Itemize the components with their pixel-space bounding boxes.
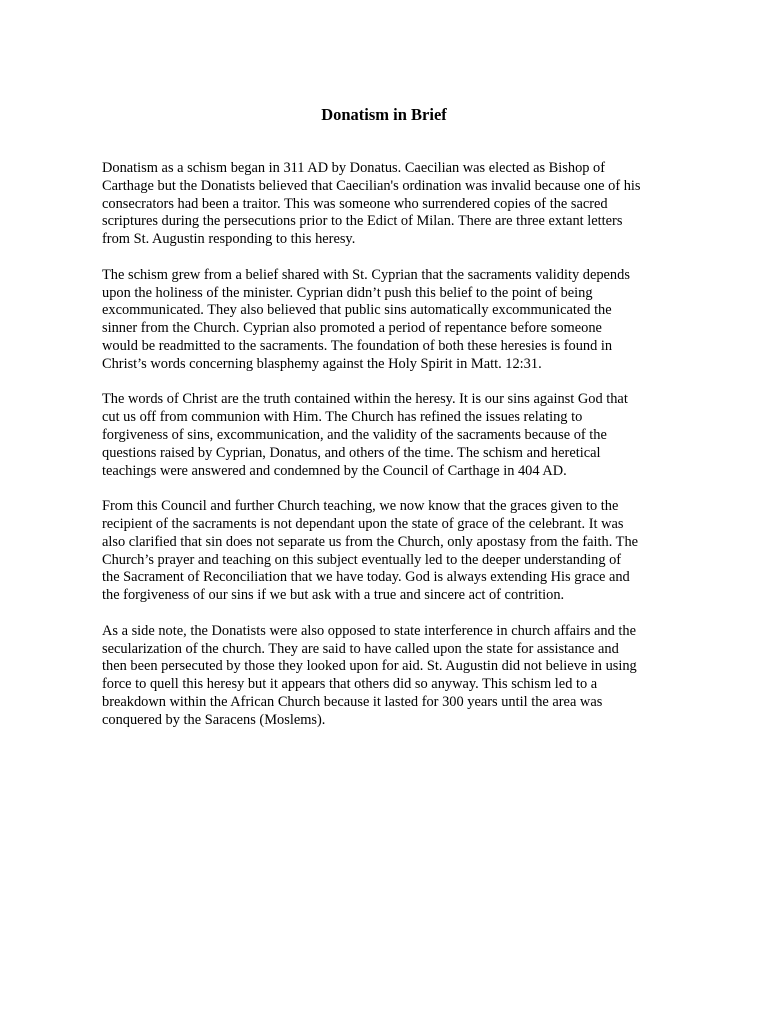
document-body [102, 160, 674, 747]
paragraph-origin: Donatism as a schism began in 311 AD by Donatus. Caecilian was elected as Bishop of Carthage but the Donatists believed that Caecilian's ordination was invalid because one of his consecrators had been a traitor. This was someone who surrendered copies of the sacred scriptures during the persecutions prior to the Edict of Milan. There are three extant letters from St. Augustin responding to this heresy. [102, 160, 641, 248]
paragraph-side-note: As a side note, the Donatists were also opposed to state interference in church affairs and the secularization of the church. They are said to have called upon the state for assistance and then been persecuted by those they looked upon for aid. St. Augustin did not believe in using force to quell this heresy but it appears that others did so anyway. This schism led to a breakdown within the African Church because it lasted for 300 years until the area was conquered by the Saracens (Moslems). [102, 622, 637, 728]
paragraph-cyprian-belief: The schism grew from a belief shared with St. Cyprian that the sacraments validity depends upon the holiness of the minister. Cyprian didn’t push this belief to the point of being excommunicated. They also believed that public sins automatically excommunicated the sinner from the Church. Cyprian also promoted a period of repentance before someone would be readmitted to the sacraments. The foundation of both these heresies is found in Christ’s words concerning blasphemy against the Holy Spirit in Matt. 12:31. [102, 266, 630, 372]
paragraph-council-teaching: From this Council and further Church teaching, we now know that the graces given to the recipient of the sacraments is not dependant upon the state of grace of the celebrant. It was also clarified that sin does not separate us from the Church, only apostasy from the faith. The Church’s prayer and teaching on this subject eventually led to the deeper understanding of the Sacrament of Reconciliation that we have today. God is always extending His grace and the forgiveness of our sins if we but ask with a true and sincere act of contrition. [102, 498, 639, 604]
document-title: Donatism in Brief [321, 105, 447, 124]
paragraph-words-of-christ: The words of Christ are the truth contained within the heresy. It is our sins against God that cut us off from communion with Him. The Church has refined the issues relating to forgiveness of sins, excommunication, and the validity of the sacraments because of the questions raised by Cyprian, Donatus, and others of the time. The schism and heretical teachings were answered and condemned by the Council of Carthage in 404 AD. [102, 391, 628, 479]
